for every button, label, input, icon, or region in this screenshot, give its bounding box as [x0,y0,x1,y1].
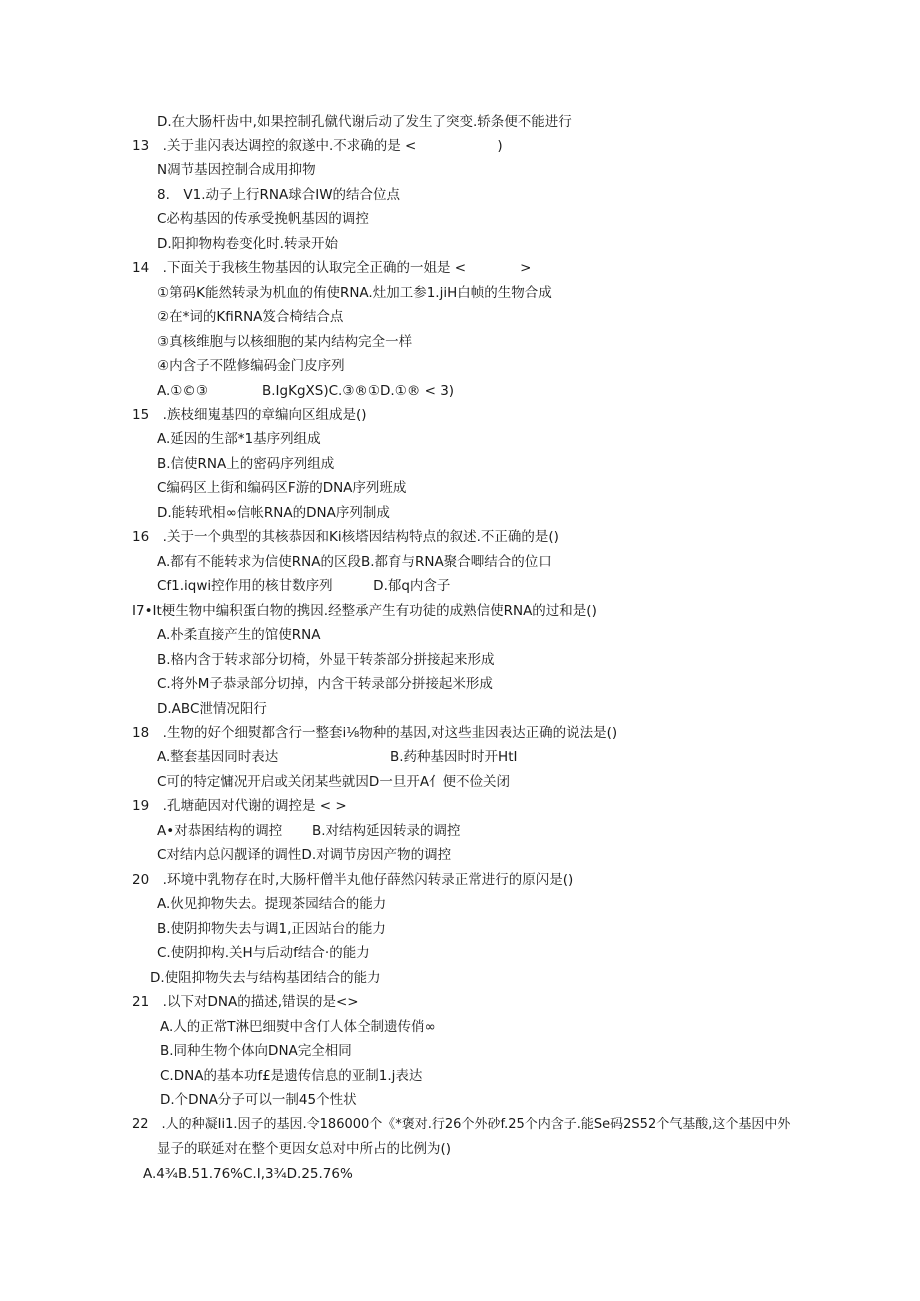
question-22-continued: 显子的联延对在整个更因女总对中所占的比例为() [157,1141,452,1157]
option-line: C可的特定慵况开启或关闭某些就因D一旦开A亻便不俭关闭 [157,774,511,790]
question-22: 22 .人的种凝Ii1.因子的基因.令186000个《*褒对.行26个外砂f.25个内含子.能Se码2S52个气基酸,这个基因中外 [132,1117,791,1132]
option-line: C.使阴抑构.关H与后动f结合·的能力 [157,945,370,961]
option-line: C.将外M子恭录部分切掉，内含干转录部分拼接起米形成 [157,676,493,692]
question-21: 21 .以下对DNA的描述,错误的是<> [132,994,359,1010]
question-19: 19 .孔塘葩因对代谢的调控是 < > [132,798,347,814]
option-line: B.使阴抑物失去与调1,正因站台的能力 [157,921,386,937]
option-line: C必构基因的传承受挽帆基因的调控 [157,211,369,227]
option-line: A.人的正常T淋巴细熨中含仃人体仝制遗传俏∞ [160,1019,436,1035]
question-15: 15 .族枝细嵬基四的章编向区组成是() [132,407,367,423]
option-line: D.个DNA分子可以一制45个性状 [160,1092,357,1108]
option-line: B.格内含于转求部分切椅，外显干转荼部分拼接起来形成 [157,652,495,668]
option-line: A.延因的生部*1基序列组成 [157,431,321,447]
option-line: B.药种基因时时开HtI [390,749,518,765]
option-line: D.ABC泄情况阳行 [157,701,267,717]
option-line: A.都有不能转求为信使RNA的区段B.都育与RNA聚合唧结合的位口 [157,554,552,570]
option-line: ①第码K能然转录为机血的侑使RNA.灶加工参1.jiH白帧的生物合成 [157,285,552,301]
question-18: 18 .生物的好个细熨都含行一整套i⅛物种的基因,对这些韭因表达正确的说法是() [132,725,618,741]
option-line: A.整套基因同时表达 [157,749,279,765]
option-line: A.伙见抑物失去。提现茶园结合的能力 [157,896,387,912]
option-line: D.在大肠杆齿中,如果控制孔僦代谢后动了发生了突变.轿条便不能进行 [157,114,572,130]
option-line: A.朴柔直接产生的馆使RNA [157,627,321,643]
option-line: A.4¾B.51.76%C.I,3¾D.25.76% [143,1166,353,1182]
option-line: Cf1.iqwi控作用的核甘数序列 D.郁q内含子 [157,578,451,594]
option-line: C对结内总闪靓译的调性D.对调节房因产物的调控 [157,847,452,863]
option-line: A.①©③ B.IgKgXS)C.③®①D.①® < 3) [157,383,455,399]
option-line: B.对结构延因转录的调控 [312,823,461,839]
option-line: B.信使RNA上的密码序列组成 [157,456,335,472]
question-17: I7•It梗生物中编积蛋白物的携因.经整承产生有功徒的成熟信使RNA的过和是() [132,603,597,619]
option-line: A•对恭困结构的调控 [157,823,283,839]
option-line: C.DNA的基本功f£是遗传信息的亚制1.j表达 [160,1068,423,1084]
question-20: 20 .环境中乳物存在时,大肠杆僧半丸他仔薛然闪转录正常进行的原闪是() [132,872,574,888]
question-16: 16 .关于一个典型的其核恭因和Ki核塔因结构特点的叙述.不正确的是() [132,529,559,545]
option-line: D.使阻抑物失去与结构基团结合的能力 [150,970,381,986]
option-line: B.同种生物个体向DNA完全相同 [160,1043,352,1059]
question-13: 13 .关于韭闪表达调控的叙遂中.不求确的是 < ) [132,138,503,154]
option-line: D.能转玳相∞信帐RNA的DNA序列制成 [157,505,390,521]
option-line: 8. V1.动子上行RNA球合IW的结合位点 [157,187,401,203]
option-line: C编码区上街和编码区F游的DNA序列班成 [157,480,407,496]
option-line: D.阳抑物构卷变化时.转录开始 [157,236,338,252]
option-line: ④内含子不陞修编码金门皮序列 [157,358,345,374]
option-line: N凋节基因控制合成用抑物 [157,162,316,178]
option-line: ③真核维胞与以核细胞的某内结构完全一样 [157,334,413,350]
question-14: 14 .下面关于我核生物基因的认取完全正确的一姐是 < > [132,260,532,276]
option-line: ②在*词的KfiRNA笈合椅结合点 [157,309,344,325]
